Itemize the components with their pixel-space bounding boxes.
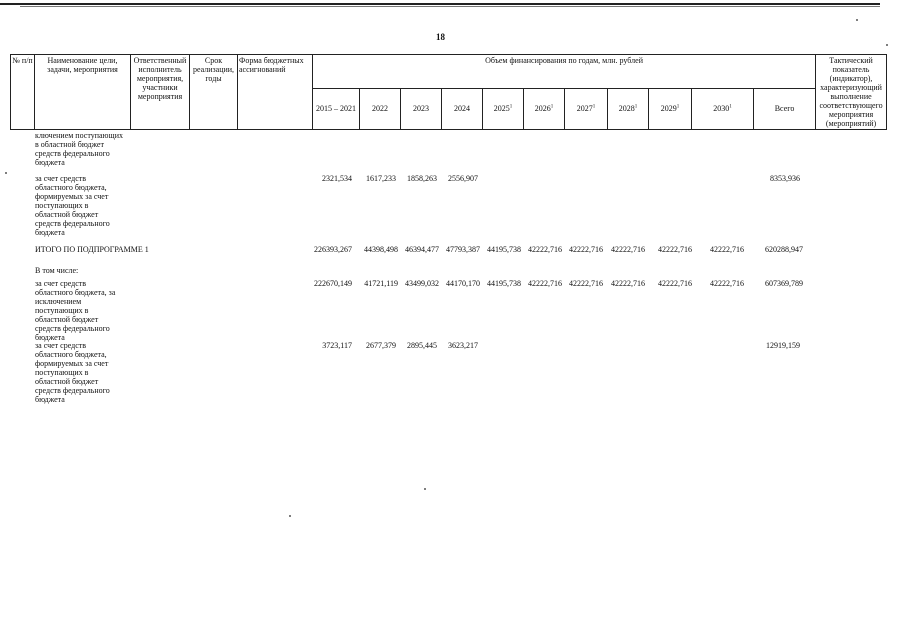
value-cell: 44170,170 [446, 279, 480, 288]
speck [289, 515, 291, 517]
header-period: Срок реализации, годы [190, 55, 238, 130]
row-label: ИТОГО ПО ПОДПРОГРАММЕ 1 [35, 245, 149, 254]
row-label: ключением поступающих в областной бюджет средств федерального бюджета [35, 131, 123, 167]
header-responsible: Ответственный исполнитель мероприятия, участники мероприятия [131, 55, 190, 130]
value-cell: 42222,716 [658, 245, 692, 254]
value-cell: 42222,716 [611, 245, 645, 254]
value-cell: 226393,267 [314, 245, 352, 254]
value-cell: 44195,738 [487, 245, 521, 254]
value-cell: 12919,159 [766, 341, 800, 350]
year-header: 2023 [401, 88, 442, 129]
year-header: 2022 [360, 88, 401, 129]
value-cell: 3723,117 [322, 341, 352, 350]
value-cell: 44195,738 [487, 279, 521, 288]
top-border-line-secondary [20, 6, 880, 7]
value-cell: 607369,789 [765, 279, 803, 288]
table-header [10, 54, 887, 130]
year-header: 2029$^1$ [649, 88, 692, 129]
value-cell: 42222,716 [658, 279, 692, 288]
year-header: Всего [754, 88, 816, 129]
year-header: 2030$^1$ [692, 88, 754, 129]
value-cell: 2321,534 [322, 174, 352, 183]
row-label: за счет средств областного бюджета, формируемых за счет поступающих в областной бюджет средств федерального бюджета [35, 341, 110, 404]
value-cell: 42222,716 [611, 279, 645, 288]
row-label: за счет средств областного бюджета, формируемых за счет поступающих в областной бюджет средств федерального бюджета [35, 174, 110, 237]
value-cell: 2895,445 [407, 341, 437, 350]
year-header: 2025$^1$ [483, 88, 524, 129]
year-header: 2026$^1$ [524, 88, 565, 129]
speck [856, 19, 858, 21]
year-header: 2027$^1$ [565, 88, 608, 129]
value-cell: 41721,119 [364, 279, 398, 288]
header-financing: Объем финансирования по годам, млн. рублей [313, 55, 816, 89]
value-cell: 44398,498 [364, 245, 398, 254]
value-cell: 8353,936 [770, 174, 800, 183]
header-form: Форма бюджетных ассигнований [238, 55, 313, 130]
speck [886, 44, 888, 46]
value-cell: 222670,149 [314, 279, 352, 288]
value-cell: 42222,716 [528, 245, 562, 254]
year-header: 2024 [442, 88, 483, 129]
header-num: № п/п [11, 55, 35, 130]
value-cell: 47793,387 [446, 245, 480, 254]
value-cell: 1617,233 [366, 174, 396, 183]
page-number: 18 [436, 32, 445, 42]
value-cell: 2556,907 [448, 174, 478, 183]
value-cell: 42222,716 [569, 279, 603, 288]
row-label: за счет средств областного бюджета, за исключением поступающих в областной бюджет средств федерального бюджета [35, 279, 116, 342]
value-cell: 620288,947 [765, 245, 803, 254]
value-cell: 3623,217 [448, 341, 478, 350]
header-indicator: Тактический показатель (индикатор), характеризующий выполнение соответствующего мероприятия (мероприятий) [816, 55, 887, 130]
value-cell: 42222,716 [528, 279, 562, 288]
row-label: В том числе: [35, 266, 79, 275]
speck [424, 488, 426, 490]
value-cell: 42222,716 [710, 245, 744, 254]
header-name: Наименование цели, задачи, мероприятия [35, 55, 131, 130]
top-border-line [0, 3, 880, 5]
value-cell: 2677,379 [366, 341, 396, 350]
year-header: 2015 – 2021 [313, 88, 360, 129]
value-cell: 42222,716 [569, 245, 603, 254]
value-cell: 46394,477 [405, 245, 439, 254]
value-cell: 43499,032 [405, 279, 439, 288]
value-cell: 1858,263 [407, 174, 437, 183]
speck [5, 172, 7, 174]
value-cell: 42222,716 [710, 279, 744, 288]
year-header: 2028$^1$ [608, 88, 649, 129]
